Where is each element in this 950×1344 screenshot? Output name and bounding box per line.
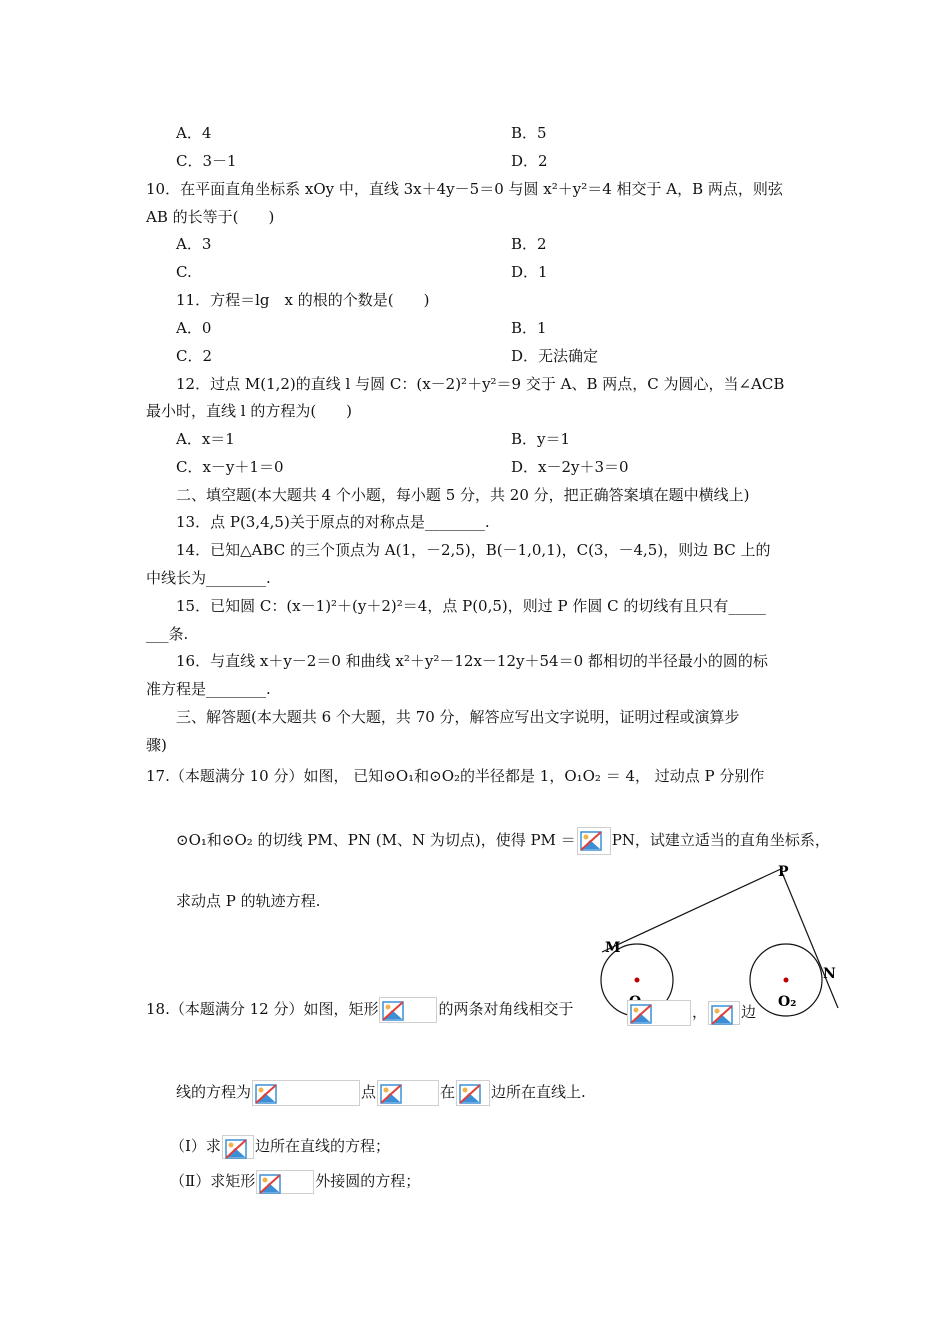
q9-option-a: A．4 [176,124,212,142]
broken-image-icon [577,827,611,855]
q18-part1-a: （Ⅰ）求 [170,1137,221,1155]
broken-image-icon [456,1080,490,1106]
q10-option-c: C. [176,263,192,281]
q10-option-d: D．1 [511,263,548,281]
q10-option-b: B．2 [511,235,547,253]
q12-option-a: A．x＝1 [176,430,235,448]
q15-stem-line1: 15．已知圆 C：(x－1)²＋(y＋2)²＝4，点 P(0,5)，则过 P 作圆 C 的切线有且只有_____ [176,597,766,615]
broken-image-icon [377,1080,439,1106]
q18-part1-b: 边所在直线的方程； [254,1137,390,1155]
tangent-circles-figure [590,860,840,1020]
q9-option-d: D．2 [511,152,548,170]
q17-stem-line1: 17.（本题满分 10 分）如图， 已知⊙O₁和⊙O₂的半径都是 1，O₁O₂ ＝ 4， 过动点 P 分别作 [146,767,765,785]
q12-option-d: D．x－2y＋3＝0 [511,458,629,476]
q18-line1-part-a: 18.（本题满分 12 分）如图，矩形 [146,1000,379,1018]
q10-option-a: A．3 [176,235,212,253]
label-n: N [823,966,836,982]
section2-heading: 二、填空题(本大题共 4 个小题，每小题 5 分，共 20 分，把正确答案填在题中横线上) [176,486,750,504]
center-dot-o1 [635,978,640,983]
label-p: P [778,864,789,880]
broken-image-icon [627,1000,691,1026]
q11-option-c: C．2 [176,347,213,365]
q17-line2-part-a: ⊙O₁和⊙O₂ 的切线 PM、PN (M、N 为切点)，使得 PM ＝ [176,831,576,849]
q18-line1-part-d: 边 [741,1003,757,1021]
q15-stem-line2: ___条. [146,625,189,643]
q18-stem-line1-end [626,1000,756,1026]
q12-option-b: B．y＝1 [511,430,571,448]
q9-option-b: B．5 [511,124,547,142]
q18-line2-part-a: 线的方程为 [176,1083,252,1101]
q14-stem-line2: 中线长为________. [146,569,271,587]
q18-line2-part-c: 在 [440,1083,456,1101]
section3-heading-line1: 三、解答题(本大题共 6 个大题，共 70 分，解答应写出文字说明，证明过程或演算步 [176,708,740,726]
broken-image-icon [708,1001,740,1025]
label-o2: O₂ [778,994,797,1010]
tangent-line-pm [602,868,783,952]
q17-line2-part-b: PN，试建立适当的直角坐标系， [611,831,830,849]
broken-image-icon [222,1135,254,1159]
q17-stem-line3: 求动点 P 的轨迹方程. [176,892,321,910]
q9-option-c: C．3－1 [176,152,237,170]
broken-image-icon [256,1170,314,1194]
q12-option-c: C．x－y＋1＝0 [176,458,284,476]
q11-stem: 11．方程＝lg x 的根的个数是( ) [176,291,430,309]
center-dot-o2 [784,978,789,983]
q18-stem-line1 [146,997,574,1023]
q12-stem-line1: 12．过点 M(1,2)的直线 l 与圆 C：(x－2)²＋y²＝9 交于 A、B 两点，C 为圆心，当∠ACB [176,375,785,393]
q18-part-2 [170,1170,420,1194]
q17-stem-line2 [176,827,830,855]
q18-line2-part-b: 点 [361,1083,377,1101]
section3-heading-line2: 骤) [146,736,167,754]
q16-stem-line1: 16．与直线 x＋y－2＝0 和曲线 x²＋y²－12x－12y＋54＝0 都相切的半径最小的圆的标 [176,652,768,670]
q18-stem-line2 [176,1080,586,1106]
q11-option-b: B．1 [511,319,547,337]
q11-option-a: A．0 [176,319,212,337]
q18-line1-part-b: 的两条对角线相交于 [438,1000,574,1018]
q10-stem-line1: 10．在平面直角坐标系 xOy 中，直线 3x＋4y－5＝0 与圆 x²＋y²＝4 相交于 A，B 两点，则弦 [146,180,783,198]
q18-line1-part-c: ， [692,1003,708,1021]
q13-stem: 13．点 P(3,4,5)关于原点的对称点是________. [176,513,490,531]
broken-image-icon [379,997,437,1023]
q14-stem-line1: 14．已知△ABC 的三个顶点为 A(1，－2,5)，B(－1,0,1)，C(3，－4,5)，则边 BC 上的 [176,541,771,559]
tangent-line-pn [781,870,838,1008]
q11-option-d: D．无法确定 [511,347,599,365]
broken-image-icon [252,1080,360,1106]
label-m: M [605,940,621,956]
q18-part2-a: （Ⅱ）求矩形 [170,1172,256,1190]
q16-stem-line2: 准方程是________. [146,680,271,698]
q18-line2-part-d: 边所在直线上. [491,1083,586,1101]
q18-part2-b: 外接圆的方程； [315,1172,421,1190]
q10-stem-line2: AB 的长等于( ) [146,208,275,226]
q18-part-1 [170,1135,390,1159]
q12-stem-line2: 最小时，直线 l 的方程为( ) [146,402,353,420]
